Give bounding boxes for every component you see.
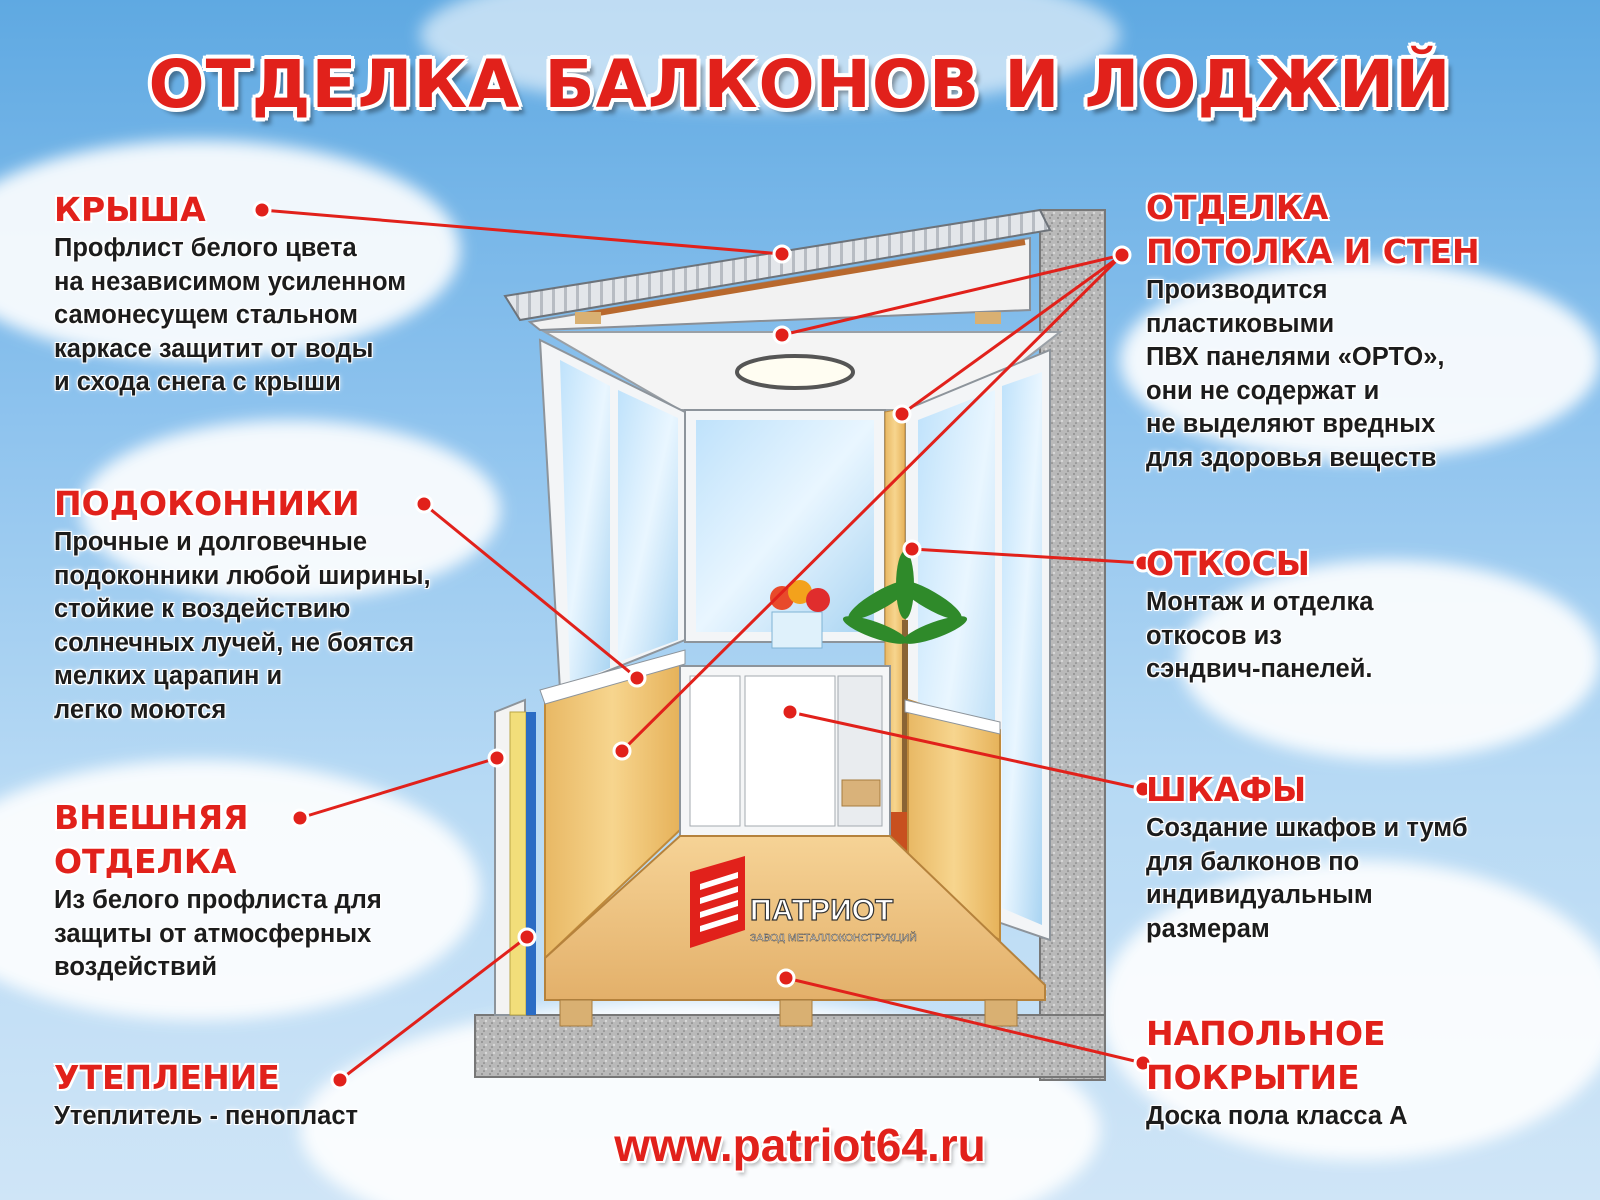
flowers	[806, 588, 830, 612]
logo-subtitle: ЗАВОД МЕТАЛЛОКОНСТРУКЦИЙ	[750, 932, 917, 944]
section-heading: УТЕПЛЕНИЕ	[54, 1058, 280, 1097]
floor-joist	[780, 1000, 812, 1026]
section-reveals	[1146, 542, 1586, 687]
cabinet-door	[745, 676, 835, 826]
roof-beam	[975, 312, 1001, 324]
section-text: Утеплитель - пенопласт	[54, 1102, 359, 1130]
section-text: Доска пола класса А	[1146, 1102, 1408, 1130]
section-ceiling-walls	[1146, 186, 1596, 475]
section-heading: ОТДЕЛКА	[1146, 188, 1329, 227]
insulation-membrane	[526, 712, 536, 1015]
section-heading: ОТКОСЫ	[1146, 544, 1311, 583]
right-window-glass	[1002, 372, 1042, 925]
page-title: ОТДЕЛКА БАЛКОНОВ И ЛОДЖИЙ	[148, 46, 1452, 123]
section-flooring	[1146, 1012, 1586, 1134]
section-insulation	[54, 1056, 504, 1134]
section-heading: ШКАФЫ	[1146, 770, 1307, 809]
website-link[interactable]: www.patriot64.ru	[614, 1119, 986, 1171]
floor-joist	[560, 1000, 592, 1026]
section-sills	[54, 482, 524, 727]
section-heading: ПОДОКОННИКИ	[54, 484, 360, 523]
vase	[772, 612, 822, 648]
section-heading: КРЫША	[54, 190, 206, 229]
section-heading: ПОТОЛКА И СТЕН	[1146, 232, 1480, 271]
cabinet-door	[690, 676, 740, 826]
section-heading: ОТДЕЛКА	[54, 842, 237, 881]
section-exterior	[54, 796, 504, 985]
section-text: Производится пластиковыми ПВХ панелями «ОРТО», они не содержат и не выделяют вредных для здоровья веществ	[1146, 276, 1445, 472]
left-window-glass	[618, 390, 678, 662]
ceiling-lamp	[737, 356, 853, 388]
logo-name: ПАТРИОТ	[750, 894, 894, 927]
section-heading: НАПОЛЬНОЕ	[1146, 1014, 1386, 1053]
section-text: Монтаж и отделка откосов из сэндвич-панелей.	[1146, 588, 1374, 683]
floor-joist	[985, 1000, 1017, 1026]
cabinet-box	[842, 780, 880, 806]
section-text: Профлист белого цвета на независимом усиленном самонесущем стальном каркасе защитит от воды и схода снега с крыши	[54, 234, 407, 396]
section-heading: ПОКРЫТИЕ	[1146, 1058, 1360, 1097]
section-roof	[54, 188, 524, 400]
roof-beam	[575, 312, 601, 324]
insulation-foam	[510, 712, 526, 1015]
section-text: Создание шкафов и тумб для балконов по индивидуальным размерам	[1146, 814, 1468, 943]
section-text: Прочные и долговечные подоконники любой ширины, стойкие к воздействию солнечных лучей, не боятся мелких царапин и легко моются	[54, 528, 431, 724]
section-text: Из белого профлиста для защиты от атмосферных воздействий	[54, 886, 382, 981]
section-cabinets	[1146, 768, 1586, 946]
section-heading: ВНЕШНЯЯ	[54, 798, 249, 837]
